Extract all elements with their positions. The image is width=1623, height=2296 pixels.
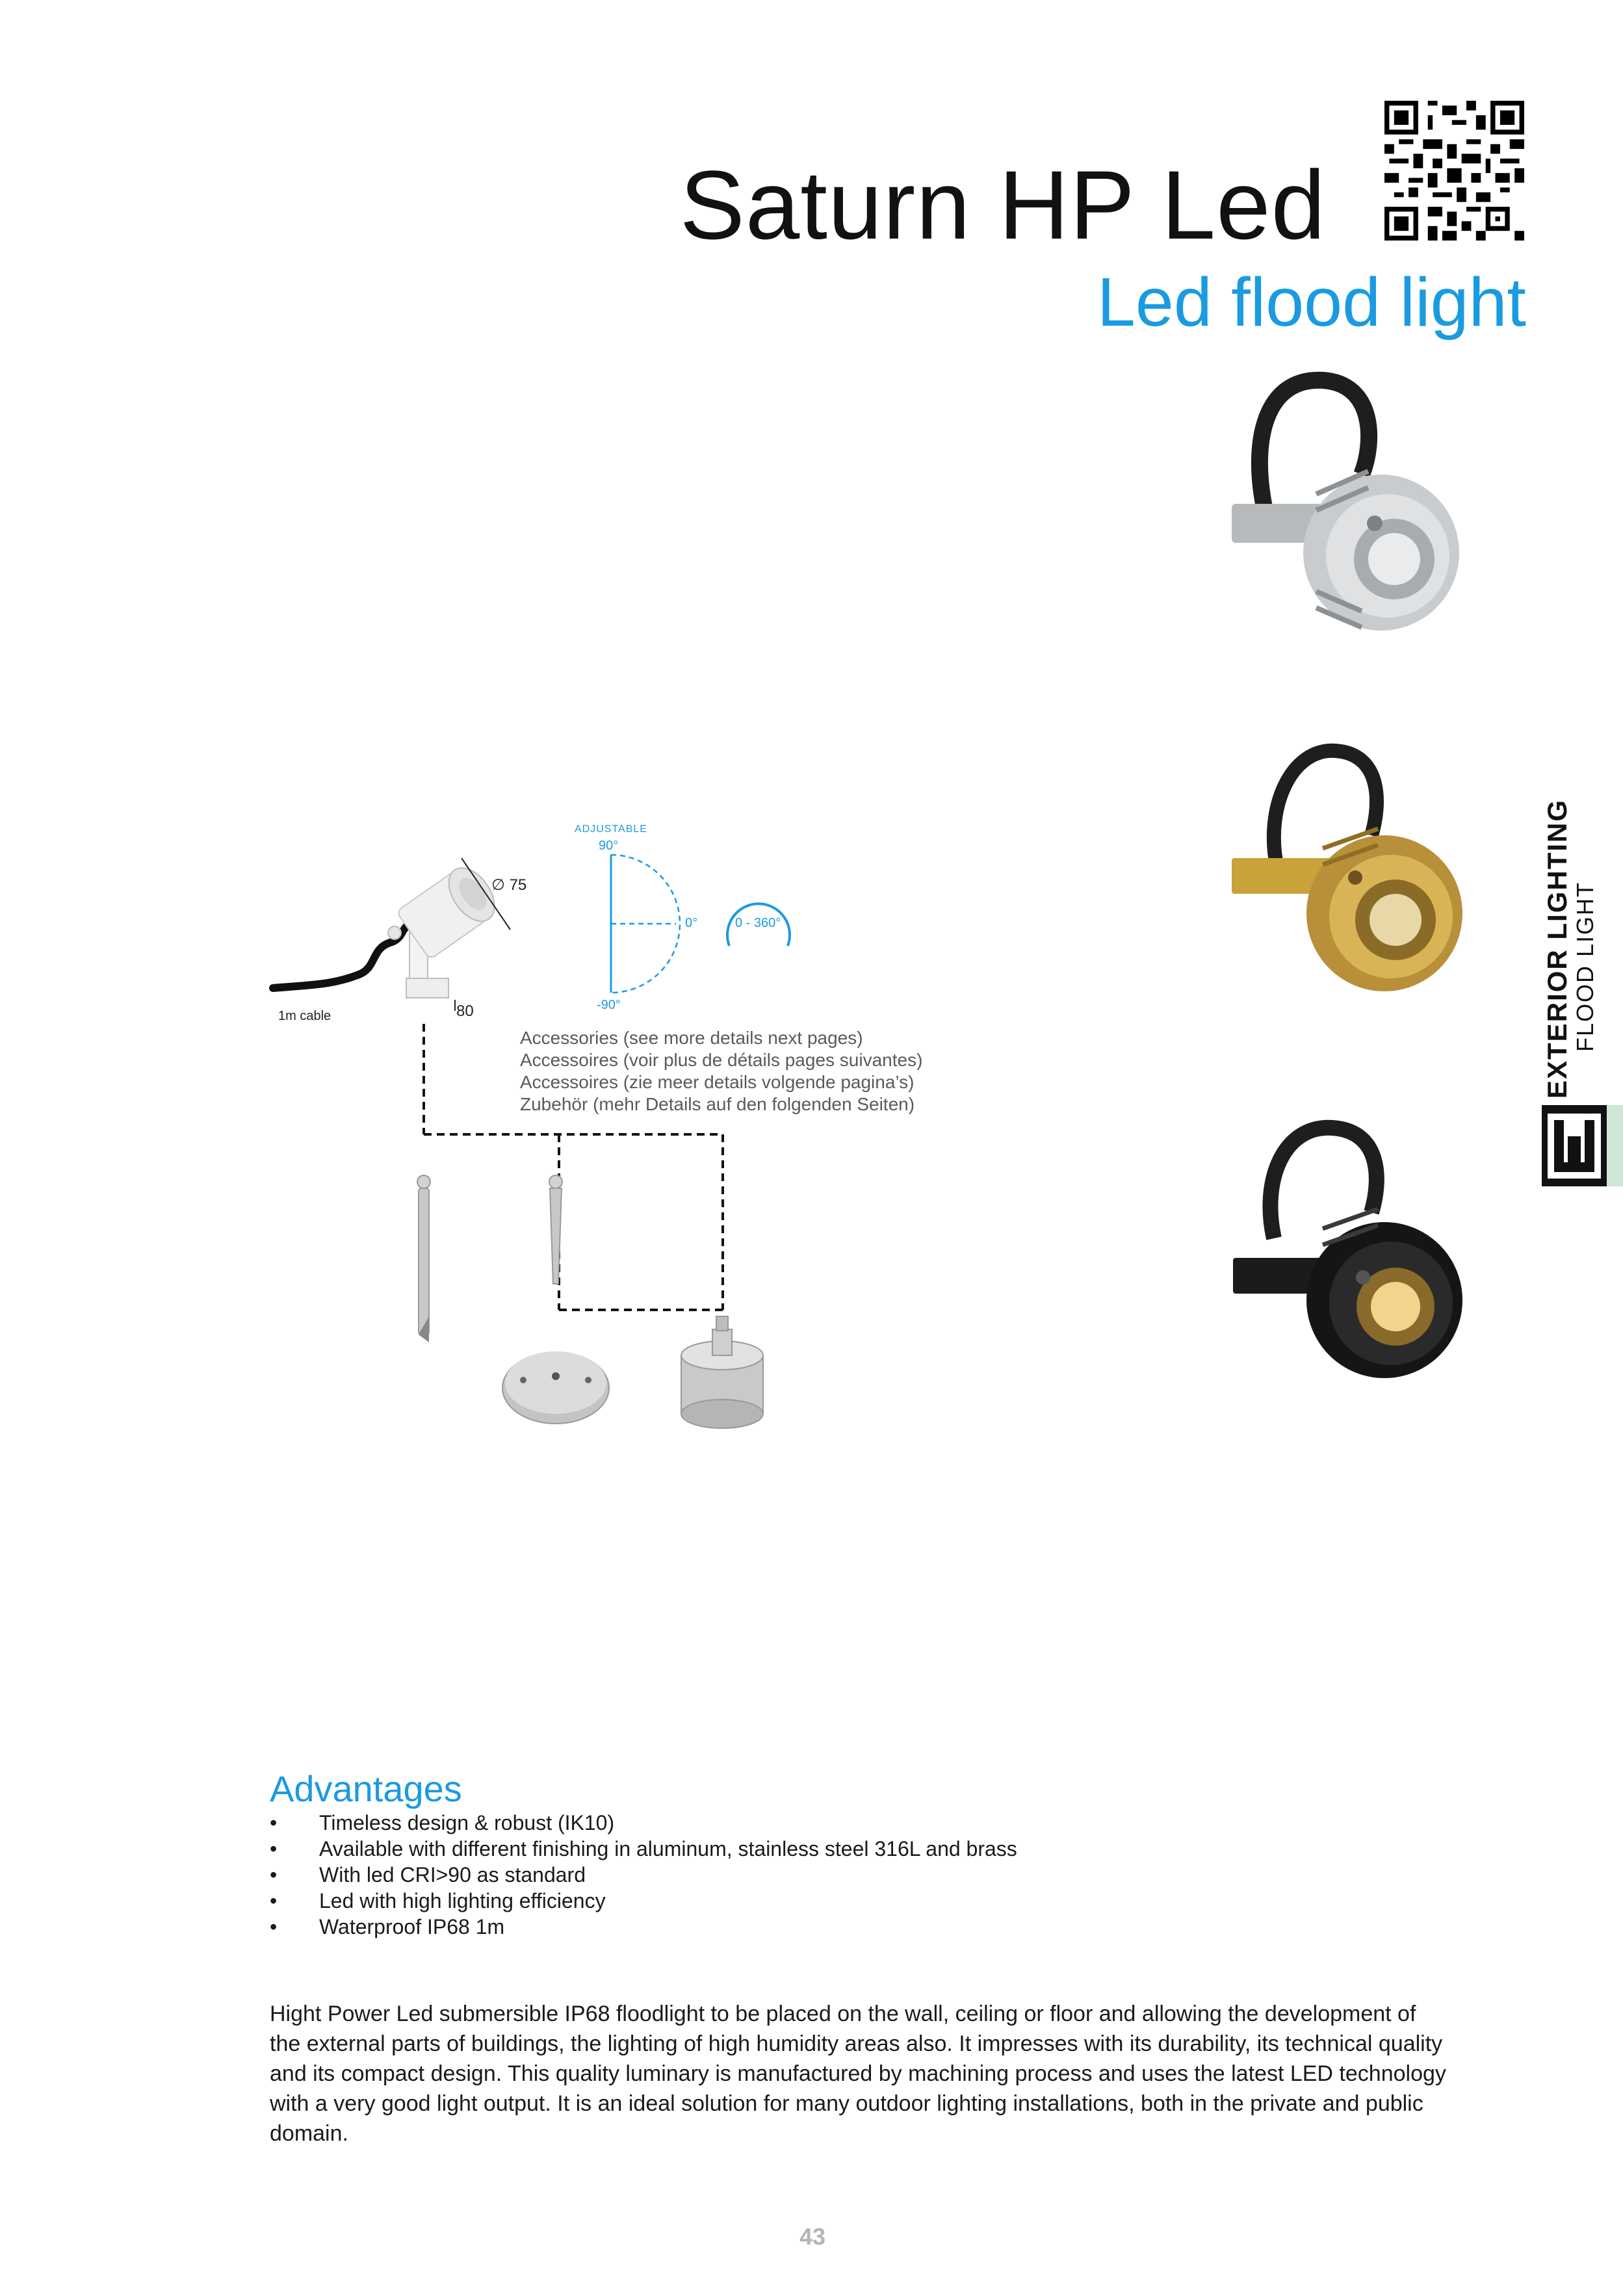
side-subcategory-label: FLOOD LIGHT <box>1572 881 1598 1052</box>
list-item: • Timeless design & robust (IK10) <box>270 1811 615 1834</box>
product-description: Hight Power Led submersible IP68 floodlight to be placed on the wall, ceiling or floor and allowing the development of the external parts of buildings, the lighting of high humidity areas also. It impresses with its durability, its technical quality and its compact design. This quality luminary is manufactured by machining process and uses the latest LED technology with a very good light output. It is an ideal solution for many outdoor lighting installations, both in the private and public domain. <box>270 2002 1446 2146</box>
list-item: • With led CRI>90 as standard <box>270 1863 586 1886</box>
accessories-line-fr: Accessoires (voir plus de détails pages suivantes) <box>520 1050 923 1070</box>
page-number: 43 <box>799 2223 826 2250</box>
floodlight-aluminum-photo <box>1225 364 1498 670</box>
adjustable-label: ADJUSTABLE <box>575 824 647 835</box>
side-tab-accent <box>1607 1105 1623 1186</box>
list-item: • Led with high lighting efficiency <box>270 1889 606 1912</box>
mounting-plate <box>502 1351 609 1424</box>
list-item: • Available with different finishing in aluminum, stainless steel 316L and brass <box>270 1837 1017 1860</box>
accessories-line-de: Zubehör (mehr Details auf den folgenden Seiten) <box>520 1094 915 1114</box>
side-category-label: EXTERIOR LIGHTING <box>1542 798 1572 1099</box>
brand-logo-icon <box>1542 1105 1607 1186</box>
diameter-label: ∅ 75 <box>491 876 527 894</box>
rotation-label: 0 - 360° <box>735 916 781 930</box>
product-title: Saturn HP Led <box>679 150 1326 259</box>
height-label: 80 <box>456 1002 474 1020</box>
junction-box <box>681 1316 763 1428</box>
ground-spike-long <box>417 1175 430 1342</box>
accessories-line-nl: Accessoires (zie meer details volgende pagina’s) <box>520 1072 915 1092</box>
advantages-title: Advantages <box>270 1768 462 1809</box>
floodlight-black-photo <box>1225 1115 1498 1420</box>
advantages-list <box>270 1810 1440 1940</box>
product-subtitle: Led flood light <box>1097 264 1526 341</box>
technical-drawing <box>260 816 845 1440</box>
accessories-block <box>520 1027 1040 1115</box>
list-item: • Waterproof IP68 1m <box>270 1915 505 1938</box>
cable-label: 1m cable <box>278 1009 331 1023</box>
qr-code-icon[interactable] <box>1384 101 1524 241</box>
accessories-line-en: Accessories (see more details next pages) <box>520 1028 863 1048</box>
angle-bottom-label: -90° <box>597 998 621 1012</box>
angle-mid-label: 0° <box>685 916 698 930</box>
floodlight-brass-photo <box>1225 738 1498 1043</box>
angle-top-label: 90° <box>599 839 619 853</box>
